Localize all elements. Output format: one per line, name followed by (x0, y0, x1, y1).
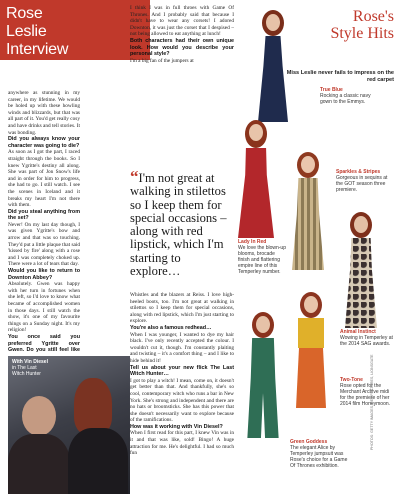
actress-body (68, 428, 128, 494)
interview-question: Both characters had their own unique look. How would you describe your personal style? (130, 37, 234, 58)
photo-credit: PHOTOS: GETTY IMAGES, REX FEATURES, LIONSGATE (370, 354, 374, 450)
model-face (354, 216, 368, 233)
green-jumpsuit (246, 338, 280, 438)
look-photo-true-blue (250, 8, 296, 123)
interview-question: Tell us about your new flick The Last Witch Hunter… (130, 364, 234, 378)
look-title: Green Goddess (290, 439, 328, 445)
look-photo-sparkles-stripes (286, 150, 330, 270)
look-description: Rose opted for the Merchant Archive midi for the premiere of her 2014 film Honeymoon. (340, 382, 391, 407)
look-title: Animal Instinct (340, 329, 376, 335)
look-caption-sparkles-stripes (336, 170, 390, 194)
interview-question: You once said you preferred Ygritte over Gwen. Do you still feel like (8, 333, 80, 352)
actor-body (8, 434, 70, 494)
look-caption-two-tone (340, 378, 394, 408)
body-paragraph: I'm a big fan of the jumpers at (130, 57, 194, 64)
look-photo-two-tone (290, 290, 332, 408)
body-paragraph: When I was younger, I wanted to dye my hair black. I've only recently accepted the colour. I wouldn't cut it, though. I'm constantly plaiting and twisting – it's a comfort thing – and I like to hide behind it! (130, 331, 234, 364)
caption-line-2: in The Last (12, 364, 37, 371)
look-photo-animal-instinct (340, 210, 382, 328)
body-paragraph: When I first read for this part, I knew Vin was in it and that was like, sold! Bingo! A huge attraction for me. He's delightful. I had so much fun (130, 430, 234, 457)
look-title: Sparkles & Stripes (336, 169, 381, 175)
navy-gown (258, 36, 288, 122)
look-title: True Blue (320, 87, 343, 93)
look-description: Gorgeous in sequins at the GOT season three premiere. (336, 174, 388, 193)
caption-line-1: With Vin Diesel (12, 359, 48, 365)
model-face (304, 296, 318, 313)
look-description: The elegant Alice by Temperley jumpsuit was Rose's choice for a Game Of Thrones exhibition. (290, 444, 348, 469)
two-tone-top (298, 318, 324, 348)
model-face (249, 124, 263, 141)
quote-mark-icon: “ (130, 167, 139, 186)
body-paragraph: Absolutely. Gwen was happy with her turn in fortunes when she left, so I'd love to know what became of accomplished women in those days. I still watch the show, it's one of my favourite things on a Sunday night. It's my religion! (8, 281, 80, 334)
page-header (0, 0, 150, 60)
photo-caption (12, 360, 58, 377)
look-title: Two-Tone (340, 377, 363, 383)
movie-still-photo (8, 356, 130, 494)
look-title: Lady In Red (238, 239, 267, 245)
actress-hair (74, 378, 112, 434)
sidebar-title-line-1: Rose's (352, 8, 394, 25)
look-caption-lady-in-red (238, 240, 288, 275)
body-paragraph: Whistles and the blazers at Reiss. I love high-heeled boots, too. I'm not great at walking in stilettos so I keep them for special occasions, along with red lipstick, which I'm just starting to explore. (130, 292, 234, 325)
sidebar-title (280, 8, 394, 42)
look-description: We love the blown-up blooms, brocade finish and flattering empire line of this Temperley number. (238, 244, 286, 275)
header-line-2: Leslie (6, 23, 47, 40)
sidebar-subtitle: Miss Leslie never fails to impress on the red carpet (286, 70, 394, 83)
model-face (256, 316, 270, 333)
interview-question: You're also a famous redhead… (130, 324, 212, 331)
look-caption-green-goddess (290, 440, 348, 470)
model-face (266, 14, 280, 31)
body-paragraph: I got to play a witch! I mean, come on, it doesn't get better than that. And thankfully, she's so cool, contemporary witch who runs a bar in New York. She's strong and independent and there are no hats or broomsticks. She has this power that she doesn't necessarily want to explore because of the ramifications. (130, 377, 234, 424)
look-description: Rocking a classic navy gown to the Emmys. (320, 92, 371, 105)
body-paragraph: As soon as I got the part, I raced straight through the books. So I knew Ygritte's destiny all along. She was part of Jon Snow's life and in order for him to progress, she had to go. I still watch. I see the scenes in Iceland and it breaks my heart I'm not there with them. (8, 149, 80, 209)
model-face (301, 156, 315, 173)
sidebar-title-line-2: Style Hits (330, 25, 394, 42)
article-column-2 (130, 5, 234, 165)
sequin-gown (292, 178, 324, 270)
pull-quote-text: I'm not great at walking in stilettos so I keep them for special occasions – along with red lipstick, which I'm starting to explore… (130, 171, 227, 279)
interview-question: Did you steal anything from the set? (8, 208, 80, 222)
header-line-1: Rose (6, 5, 43, 22)
print-gown (345, 238, 377, 328)
look-description: Wowing in Temperley at the 2014 SAG awards. (340, 334, 393, 347)
interview-question: Did you always know your character was going to die? (8, 136, 80, 149)
look-caption-animal-instinct (340, 330, 394, 348)
body-paragraph: I think I was in full throes with Game Of Thrones. And I probably said that because I didn't have to wear any corsets! I adored Downton, it was just the corset that I despised – not being allowed to eat anything at lunch! (130, 5, 234, 38)
interview-question: How was it working with Vin Diesel? (130, 423, 223, 430)
look-photo-green-goddess (238, 310, 288, 440)
look-photo-lady-in-red (232, 118, 280, 238)
actor-head (22, 396, 56, 436)
interview-question: Would you like to return to Downton Abbey? (8, 268, 80, 281)
article-column-3 (130, 292, 234, 497)
look-caption-true-blue (320, 88, 374, 106)
caption-line-3: Witch Hunter (12, 370, 41, 377)
body-paragraph: anywhere as stunning in my career, in my lifetime. We would be holed up with these howling winds and blizzards, but that was all part of it. You'd get really cosy and have drinks and tell stories. It was bonding. (8, 90, 80, 136)
body-paragraph: Never! On my last day though, I was given Ygritte's bow and arrow and that was so touching. They'd put a little plaque that said 'kissed by fire' along with a rose and I was completely choked up. There were a lot of tears that day. (8, 221, 80, 268)
pull-quote (130, 167, 234, 279)
article-column-1 (8, 90, 80, 352)
two-tone-skirt (296, 348, 326, 408)
red-gown (238, 148, 274, 238)
header-line-3: Interview (6, 41, 69, 58)
